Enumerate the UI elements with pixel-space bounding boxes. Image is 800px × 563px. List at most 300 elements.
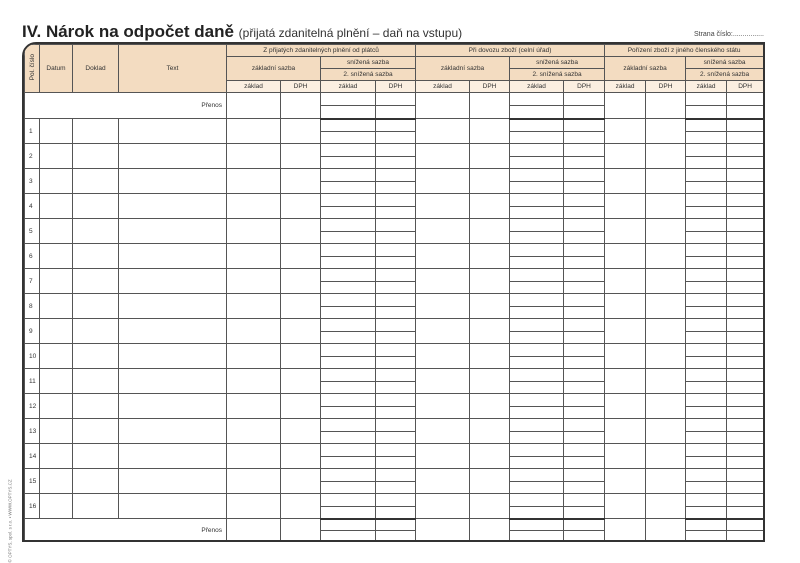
input-cell[interactable] — [605, 344, 646, 369]
input-cell-snizena[interactable] — [376, 519, 416, 531]
input-cell[interactable] — [416, 269, 470, 294]
input-cell[interactable] — [73, 244, 119, 269]
input-cell[interactable] — [416, 119, 470, 144]
input-cell-2-snizena[interactable] — [727, 256, 764, 269]
input-cell-snizena[interactable] — [510, 294, 564, 307]
input-cell[interactable] — [646, 419, 686, 444]
input-cell[interactable] — [73, 494, 119, 519]
input-cell[interactable] — [281, 369, 321, 394]
input-cell-2-snizena[interactable] — [376, 306, 416, 319]
input-cell[interactable] — [281, 444, 321, 469]
input-cell-2-snizena[interactable] — [321, 106, 376, 119]
input-cell-snizena[interactable] — [321, 344, 376, 357]
input-cell[interactable] — [40, 244, 73, 269]
input-cell-snizena[interactable] — [686, 194, 727, 207]
input-cell-snizena[interactable] — [376, 494, 416, 507]
input-cell[interactable] — [119, 269, 227, 294]
input-cell[interactable] — [73, 469, 119, 494]
input-cell-2-snizena[interactable] — [510, 131, 564, 144]
input-cell-2-snizena[interactable] — [564, 381, 605, 394]
input-cell[interactable] — [40, 419, 73, 444]
input-cell[interactable] — [40, 219, 73, 244]
input-cell[interactable] — [73, 144, 119, 169]
input-cell-snizena[interactable] — [510, 344, 564, 357]
input-cell[interactable] — [73, 194, 119, 219]
input-cell[interactable] — [605, 144, 646, 169]
input-cell-snizena[interactable] — [564, 269, 605, 282]
input-cell[interactable] — [119, 219, 227, 244]
input-cell-snizena[interactable] — [376, 93, 416, 106]
input-cell-2-snizena[interactable] — [321, 281, 376, 294]
input-cell-2-snizena[interactable] — [727, 406, 764, 419]
input-cell[interactable] — [227, 494, 281, 519]
input-cell[interactable] — [40, 394, 73, 419]
input-cell[interactable] — [40, 169, 73, 194]
input-cell[interactable] — [281, 269, 321, 294]
input-cell-snizena[interactable] — [686, 469, 727, 482]
input-cell-snizena[interactable] — [321, 119, 376, 132]
input-cell[interactable] — [227, 144, 281, 169]
input-cell-snizena[interactable] — [321, 444, 376, 457]
input-cell[interactable] — [40, 344, 73, 369]
input-cell[interactable] — [40, 494, 73, 519]
input-cell-snizena[interactable] — [510, 444, 564, 457]
input-cell-snizena[interactable] — [321, 194, 376, 207]
input-cell-snizena[interactable] — [727, 93, 764, 106]
input-cell[interactable] — [40, 319, 73, 344]
input-cell-2-snizena[interactable] — [686, 531, 727, 543]
input-cell-snizena[interactable] — [564, 119, 605, 132]
input-cell[interactable] — [73, 169, 119, 194]
input-cell[interactable] — [40, 119, 73, 144]
input-cell-2-snizena[interactable] — [321, 456, 376, 469]
input-cell-snizena[interactable] — [321, 369, 376, 382]
input-cell-snizena[interactable] — [727, 369, 764, 382]
input-cell[interactable] — [73, 269, 119, 294]
input-cell-2-snizena[interactable] — [376, 481, 416, 494]
input-cell-snizena[interactable] — [727, 219, 764, 232]
input-cell[interactable] — [605, 519, 646, 543]
input-cell-snizena[interactable] — [564, 219, 605, 232]
input-cell-snizena[interactable] — [321, 244, 376, 257]
input-cell[interactable] — [416, 519, 470, 543]
input-cell[interactable] — [470, 419, 510, 444]
input-cell-2-snizena[interactable] — [727, 456, 764, 469]
input-cell[interactable] — [227, 319, 281, 344]
input-cell-snizena[interactable] — [510, 269, 564, 282]
input-cell[interactable] — [646, 494, 686, 519]
input-cell[interactable] — [281, 144, 321, 169]
input-cell[interactable] — [227, 119, 281, 144]
input-cell[interactable] — [416, 444, 470, 469]
input-cell[interactable] — [119, 244, 227, 269]
input-cell-2-snizena[interactable] — [686, 106, 727, 119]
input-cell[interactable] — [281, 244, 321, 269]
input-cell[interactable] — [470, 244, 510, 269]
input-cell-snizena[interactable] — [321, 319, 376, 332]
input-cell[interactable] — [40, 444, 73, 469]
input-cell-snizena[interactable] — [510, 469, 564, 482]
input-cell[interactable] — [646, 469, 686, 494]
input-cell[interactable] — [605, 93, 646, 119]
input-cell-snizena[interactable] — [686, 319, 727, 332]
input-cell[interactable] — [281, 394, 321, 419]
input-cell-snizena[interactable] — [564, 169, 605, 182]
input-cell[interactable] — [605, 494, 646, 519]
input-cell[interactable] — [605, 469, 646, 494]
input-cell-2-snizena[interactable] — [727, 131, 764, 144]
input-cell-2-snizena[interactable] — [686, 331, 727, 344]
input-cell-snizena[interactable] — [376, 394, 416, 407]
input-cell[interactable] — [281, 93, 321, 119]
input-cell[interactable] — [119, 494, 227, 519]
input-cell-snizena[interactable] — [686, 244, 727, 257]
input-cell[interactable] — [605, 444, 646, 469]
input-cell-snizena[interactable] — [376, 444, 416, 457]
input-cell-2-snizena[interactable] — [510, 256, 564, 269]
input-cell-snizena[interactable] — [727, 519, 764, 531]
input-cell-2-snizena[interactable] — [686, 506, 727, 519]
input-cell-2-snizena[interactable] — [727, 231, 764, 244]
input-cell-2-snizena[interactable] — [727, 206, 764, 219]
input-cell[interactable] — [119, 169, 227, 194]
input-cell-snizena[interactable] — [510, 93, 564, 106]
input-cell-snizena[interactable] — [510, 169, 564, 182]
input-cell-snizena[interactable] — [686, 169, 727, 182]
input-cell[interactable] — [646, 444, 686, 469]
input-cell-snizena[interactable] — [564, 469, 605, 482]
input-cell-2-snizena[interactable] — [376, 131, 416, 144]
input-cell[interactable] — [40, 144, 73, 169]
input-cell-2-snizena[interactable] — [510, 406, 564, 419]
input-cell[interactable] — [40, 294, 73, 319]
input-cell[interactable] — [281, 469, 321, 494]
input-cell[interactable] — [605, 119, 646, 144]
input-cell-snizena[interactable] — [376, 369, 416, 382]
input-cell[interactable] — [227, 169, 281, 194]
input-cell[interactable] — [119, 319, 227, 344]
input-cell[interactable] — [605, 194, 646, 219]
input-cell-2-snizena[interactable] — [510, 156, 564, 169]
input-cell-2-snizena[interactable] — [321, 531, 376, 543]
input-cell[interactable] — [416, 144, 470, 169]
input-cell[interactable] — [470, 144, 510, 169]
input-cell-2-snizena[interactable] — [686, 431, 727, 444]
input-cell[interactable] — [119, 344, 227, 369]
input-cell-2-snizena[interactable] — [510, 356, 564, 369]
input-cell-2-snizena[interactable] — [321, 331, 376, 344]
input-cell-2-snizena[interactable] — [510, 206, 564, 219]
input-cell[interactable] — [73, 294, 119, 319]
input-cell[interactable] — [119, 144, 227, 169]
input-cell[interactable] — [119, 394, 227, 419]
input-cell-snizena[interactable] — [727, 194, 764, 207]
input-cell-snizena[interactable] — [510, 244, 564, 257]
input-cell-snizena[interactable] — [564, 294, 605, 307]
input-cell-2-snizena[interactable] — [321, 231, 376, 244]
input-cell-2-snizena[interactable] — [727, 381, 764, 394]
input-cell-snizena[interactable] — [564, 394, 605, 407]
input-cell-2-snizena[interactable] — [727, 306, 764, 319]
input-cell-2-snizena[interactable] — [686, 481, 727, 494]
input-cell-snizena[interactable] — [686, 519, 727, 531]
input-cell[interactable] — [605, 269, 646, 294]
input-cell-2-snizena[interactable] — [564, 281, 605, 294]
input-cell-snizena[interactable] — [686, 494, 727, 507]
input-cell-snizena[interactable] — [321, 93, 376, 106]
input-cell-2-snizena[interactable] — [321, 356, 376, 369]
input-cell[interactable] — [227, 194, 281, 219]
input-cell[interactable] — [470, 444, 510, 469]
input-cell-2-snizena[interactable] — [376, 356, 416, 369]
input-cell-2-snizena[interactable] — [376, 506, 416, 519]
input-cell-2-snizena[interactable] — [321, 306, 376, 319]
input-cell-snizena[interactable] — [727, 119, 764, 132]
input-cell-snizena[interactable] — [510, 319, 564, 332]
input-cell[interactable] — [416, 469, 470, 494]
input-cell[interactable] — [281, 194, 321, 219]
input-cell[interactable] — [227, 369, 281, 394]
input-cell-snizena[interactable] — [510, 494, 564, 507]
input-cell-snizena[interactable] — [686, 369, 727, 382]
input-cell-2-snizena[interactable] — [564, 431, 605, 444]
input-cell-2-snizena[interactable] — [510, 506, 564, 519]
input-cell-snizena[interactable] — [686, 419, 727, 432]
input-cell-2-snizena[interactable] — [564, 206, 605, 219]
input-cell[interactable] — [470, 469, 510, 494]
input-cell-2-snizena[interactable] — [564, 531, 605, 543]
input-cell[interactable] — [416, 419, 470, 444]
input-cell[interactable] — [227, 294, 281, 319]
input-cell-2-snizena[interactable] — [727, 281, 764, 294]
input-cell[interactable] — [470, 494, 510, 519]
input-cell-snizena[interactable] — [321, 219, 376, 232]
input-cell-2-snizena[interactable] — [727, 156, 764, 169]
input-cell-2-snizena[interactable] — [686, 131, 727, 144]
input-cell-snizena[interactable] — [564, 519, 605, 531]
input-cell-2-snizena[interactable] — [376, 231, 416, 244]
input-cell[interactable] — [73, 319, 119, 344]
input-cell-snizena[interactable] — [686, 119, 727, 132]
input-cell-2-snizena[interactable] — [510, 181, 564, 194]
input-cell[interactable] — [73, 369, 119, 394]
input-cell-snizena[interactable] — [564, 144, 605, 157]
input-cell[interactable] — [646, 194, 686, 219]
input-cell[interactable] — [646, 93, 686, 119]
input-cell-snizena[interactable] — [564, 319, 605, 332]
input-cell[interactable] — [281, 344, 321, 369]
input-cell-2-snizena[interactable] — [686, 206, 727, 219]
input-cell-snizena[interactable] — [376, 219, 416, 232]
input-cell-snizena[interactable] — [510, 219, 564, 232]
input-cell[interactable] — [227, 93, 281, 119]
input-cell[interactable] — [119, 419, 227, 444]
input-cell-2-snizena[interactable] — [321, 181, 376, 194]
input-cell[interactable] — [73, 119, 119, 144]
input-cell-snizena[interactable] — [564, 194, 605, 207]
input-cell-2-snizena[interactable] — [686, 356, 727, 369]
input-cell-2-snizena[interactable] — [564, 256, 605, 269]
input-cell-2-snizena[interactable] — [321, 206, 376, 219]
input-cell[interactable] — [281, 119, 321, 144]
input-cell[interactable] — [470, 369, 510, 394]
input-cell-2-snizena[interactable] — [376, 381, 416, 394]
input-cell-snizena[interactable] — [564, 344, 605, 357]
input-cell-snizena[interactable] — [376, 169, 416, 182]
input-cell-snizena[interactable] — [727, 244, 764, 257]
input-cell[interactable] — [470, 344, 510, 369]
input-cell-snizena[interactable] — [727, 319, 764, 332]
input-cell-2-snizena[interactable] — [686, 181, 727, 194]
input-cell-snizena[interactable] — [564, 93, 605, 106]
input-cell-snizena[interactable] — [376, 344, 416, 357]
input-cell[interactable] — [605, 169, 646, 194]
input-cell-snizena[interactable] — [686, 219, 727, 232]
input-cell-2-snizena[interactable] — [321, 406, 376, 419]
input-cell-snizena[interactable] — [321, 394, 376, 407]
input-cell-2-snizena[interactable] — [727, 181, 764, 194]
input-cell[interactable] — [227, 469, 281, 494]
input-cell[interactable] — [416, 219, 470, 244]
input-cell-snizena[interactable] — [376, 194, 416, 207]
input-cell-2-snizena[interactable] — [510, 231, 564, 244]
input-cell-snizena[interactable] — [321, 169, 376, 182]
input-cell-2-snizena[interactable] — [510, 481, 564, 494]
input-cell[interactable] — [646, 144, 686, 169]
input-cell-snizena[interactable] — [376, 419, 416, 432]
input-cell-2-snizena[interactable] — [564, 181, 605, 194]
input-cell[interactable] — [646, 344, 686, 369]
input-cell-2-snizena[interactable] — [564, 406, 605, 419]
input-cell-2-snizena[interactable] — [564, 481, 605, 494]
input-cell[interactable] — [73, 419, 119, 444]
input-cell[interactable] — [416, 394, 470, 419]
input-cell-2-snizena[interactable] — [564, 131, 605, 144]
input-cell[interactable] — [605, 419, 646, 444]
input-cell-2-snizena[interactable] — [564, 456, 605, 469]
input-cell-2-snizena[interactable] — [727, 431, 764, 444]
input-cell[interactable] — [119, 119, 227, 144]
input-cell[interactable] — [605, 219, 646, 244]
input-cell-2-snizena[interactable] — [564, 306, 605, 319]
input-cell-snizena[interactable] — [376, 119, 416, 132]
input-cell-2-snizena[interactable] — [510, 106, 564, 119]
input-cell-2-snizena[interactable] — [727, 531, 764, 543]
input-cell[interactable] — [281, 519, 321, 543]
input-cell-snizena[interactable] — [376, 144, 416, 157]
input-cell-snizena[interactable] — [321, 469, 376, 482]
input-cell[interactable] — [605, 394, 646, 419]
input-cell-2-snizena[interactable] — [510, 331, 564, 344]
input-cell[interactable] — [227, 344, 281, 369]
input-cell[interactable] — [73, 444, 119, 469]
input-cell[interactable] — [40, 269, 73, 294]
input-cell-2-snizena[interactable] — [376, 331, 416, 344]
input-cell[interactable] — [605, 244, 646, 269]
input-cell[interactable] — [416, 169, 470, 194]
input-cell[interactable] — [646, 394, 686, 419]
input-cell-snizena[interactable] — [376, 294, 416, 307]
input-cell-2-snizena[interactable] — [510, 306, 564, 319]
input-cell-2-snizena[interactable] — [564, 106, 605, 119]
input-cell[interactable] — [470, 319, 510, 344]
input-cell[interactable] — [281, 219, 321, 244]
input-cell-snizena[interactable] — [564, 369, 605, 382]
input-cell-snizena[interactable] — [564, 244, 605, 257]
input-cell-snizena[interactable] — [727, 269, 764, 282]
input-cell-snizena[interactable] — [686, 269, 727, 282]
input-cell[interactable] — [416, 244, 470, 269]
input-cell-snizena[interactable] — [510, 394, 564, 407]
input-cell[interactable] — [281, 419, 321, 444]
input-cell[interactable] — [227, 244, 281, 269]
input-cell-2-snizena[interactable] — [686, 381, 727, 394]
input-cell[interactable] — [281, 494, 321, 519]
input-cell[interactable] — [40, 469, 73, 494]
input-cell-snizena[interactable] — [727, 444, 764, 457]
input-cell[interactable] — [227, 444, 281, 469]
input-cell[interactable] — [281, 294, 321, 319]
input-cell-snizena[interactable] — [321, 144, 376, 157]
input-cell-2-snizena[interactable] — [564, 231, 605, 244]
input-cell[interactable] — [605, 319, 646, 344]
input-cell[interactable] — [646, 519, 686, 543]
input-cell-2-snizena[interactable] — [727, 331, 764, 344]
input-cell[interactable] — [646, 219, 686, 244]
input-cell-2-snizena[interactable] — [686, 231, 727, 244]
input-cell-snizena[interactable] — [510, 519, 564, 531]
input-cell[interactable] — [227, 419, 281, 444]
input-cell-snizena[interactable] — [686, 344, 727, 357]
input-cell[interactable] — [40, 369, 73, 394]
input-cell-2-snizena[interactable] — [376, 456, 416, 469]
input-cell-snizena[interactable] — [727, 469, 764, 482]
input-cell-snizena[interactable] — [727, 169, 764, 182]
input-cell[interactable] — [646, 119, 686, 144]
input-cell-2-snizena[interactable] — [376, 106, 416, 119]
input-cell[interactable] — [470, 194, 510, 219]
input-cell-2-snizena[interactable] — [686, 281, 727, 294]
input-cell-2-snizena[interactable] — [727, 356, 764, 369]
input-cell[interactable] — [605, 369, 646, 394]
input-cell-snizena[interactable] — [727, 494, 764, 507]
input-cell-2-snizena[interactable] — [564, 506, 605, 519]
input-cell[interactable] — [416, 494, 470, 519]
input-cell[interactable] — [73, 394, 119, 419]
input-cell-snizena[interactable] — [321, 519, 376, 531]
input-cell-snizena[interactable] — [727, 294, 764, 307]
input-cell-2-snizena[interactable] — [510, 281, 564, 294]
input-cell-2-snizena[interactable] — [376, 206, 416, 219]
input-cell-2-snizena[interactable] — [686, 456, 727, 469]
input-cell-2-snizena[interactable] — [376, 281, 416, 294]
input-cell-snizena[interactable] — [686, 444, 727, 457]
input-cell[interactable] — [416, 344, 470, 369]
input-cell-snizena[interactable] — [686, 144, 727, 157]
input-cell-2-snizena[interactable] — [727, 106, 764, 119]
input-cell[interactable] — [416, 319, 470, 344]
input-cell-snizena[interactable] — [376, 244, 416, 257]
input-cell[interactable] — [646, 244, 686, 269]
input-cell-2-snizena[interactable] — [376, 406, 416, 419]
input-cell-snizena[interactable] — [564, 494, 605, 507]
input-cell[interactable] — [470, 119, 510, 144]
input-cell[interactable] — [119, 369, 227, 394]
input-cell-2-snizena[interactable] — [376, 181, 416, 194]
input-cell-snizena[interactable] — [727, 419, 764, 432]
input-cell[interactable] — [119, 444, 227, 469]
input-cell-snizena[interactable] — [686, 93, 727, 106]
